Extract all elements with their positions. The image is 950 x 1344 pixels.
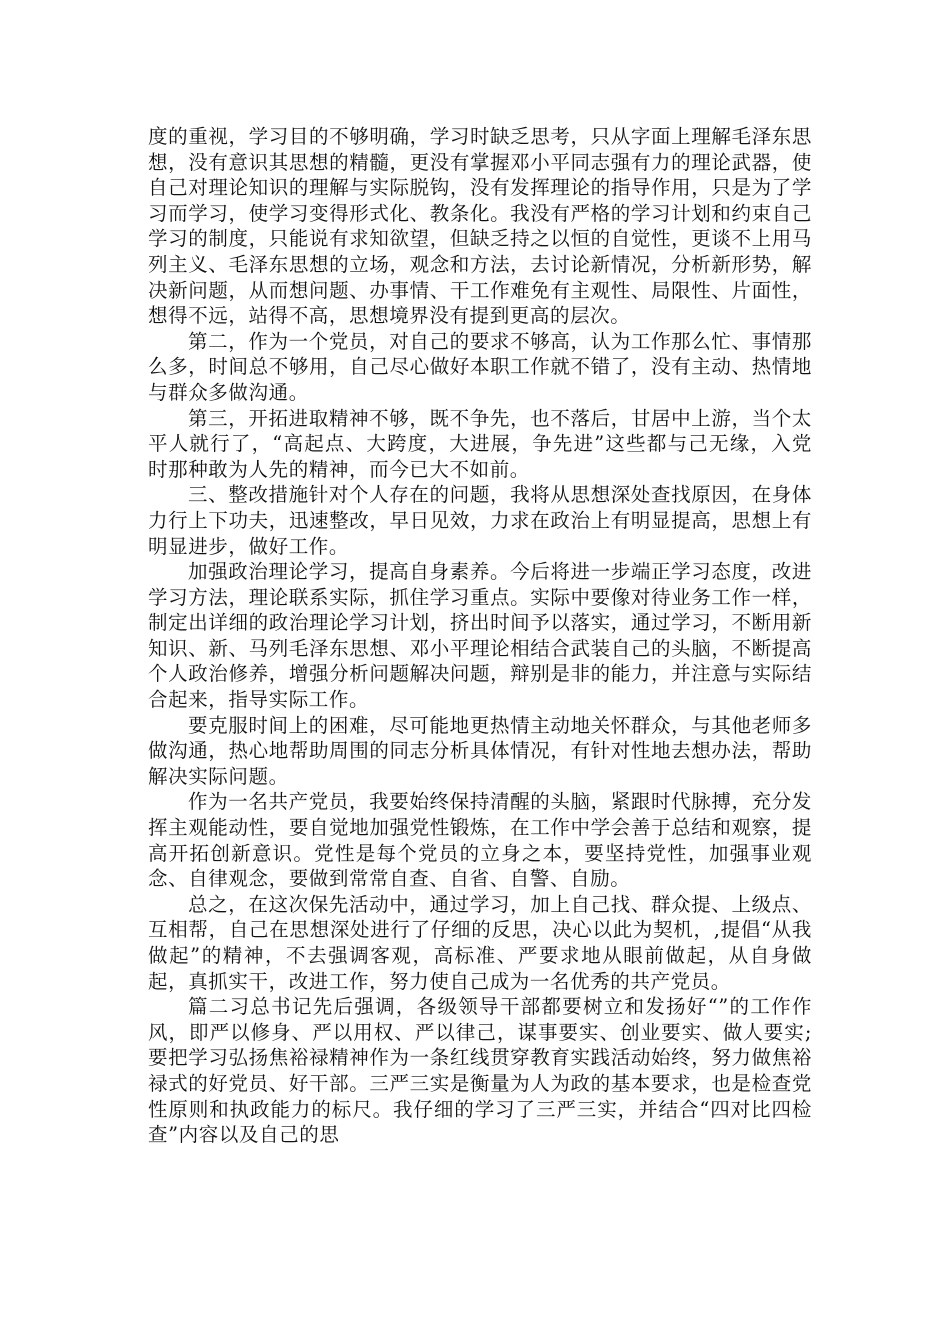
paragraph-3: 第三，开拓进取精神不够，既不争先，也不落后，甘居中上游，当个太平人就行了，“高起点、大跨度，大进展，争先进”这些都与己无缘，入党时那种敢为人先的精神，而今已大不如前。 (148, 406, 812, 481)
paragraph-8: 总之，在这次保先活动中，通过学习，加上自己找、群众提、上级点、互相帮，自己在思想深处进行了仔细的反思，决心以此为契机，,提倡“从我做起”的精神，不去强调客观，高标准、严要求地从眼前做起，从自身做起，真抓实干，改进工作，努力使自己成为一名优秀的共产党员。 (148, 892, 812, 993)
paragraph-5: 加强政治理论学习，提高自身素养。今后将进一步端正学习态度，改进学习方法，理论联系实际，抓住学习重点。实际中要像对待业务工作一样，制定出详细的政治理论学习计划，挤出时间予以落实，通过学习，不断用新知识、新、马列毛泽东思想、邓小平理论相结合武装自己的头脑，不断提高个人政治修养，增强分析问题解决问题，辩别是非的能力，并注意与实际结合起来，指导实际工作。 (148, 560, 812, 712)
paragraph-7: 作为一名共产党员，我要始终保持清醒的头脑，紧跟时代脉搏，充分发挥主观能动性，要自觉地加强党性锻炼，在工作中学会善于总结和观察，提高开拓创新意识。党性是每个党员的立身之本，要坚持党性，加强事业观念、自律观念，要做到常常自查、自省、自警、自励。 (148, 790, 812, 891)
paragraph-4: 三、整改措施针对个人存在的问题，我将从思想深处查找原因，在身体力行上下功夫，迅速整改，早日见效，力求在政治上有明显提高，思想上有明显进步，做好工作。 (148, 483, 812, 558)
document-body (148, 124, 812, 1148)
paragraph-1: 度的重视，学习目的不够明确，学习时缺乏思考，只从字面上理解毛泽东思想，没有意识其思想的精髓，更没有掌握邓小平同志强有力的理论武器，使自己对理论知识的理解与实际脱钩，没有发挥理论的指导作用，只是为了学习而学习，使学习变得形式化、教条化。我没有严格的学习计划和约束自己学习的制度，只能说有求知欲望，但缺乏持之以恒的自觉性，更谈不上用马列主义、毛泽东思想的立场，观念和方法，去讨论新情况，分析新形势，解决新问题，从而想问题、办事情、干工作难免有主观性、局限性、片面性，想得不远，站得不高，思想境界没有提到更高的层次。 (148, 125, 812, 328)
paragraph-6: 要克服时间上的困难，尽可能地更热情主动地关怀群众，与其他老师多做沟通，热心地帮助周围的同志分析具体情况，有针对性地去想办法，帮助解决实际问题。 (148, 713, 812, 788)
paragraph-2: 第二，作为一个党员，对自己的要求不够高，认为工作那么忙、事情那么多，时间总不够用，自己尽心做好本职工作就不错了，没有主动、热情地与群众多做沟通。 (148, 329, 812, 404)
paragraph-9: 篇二习总书记先后强调，各级领导干部都要树立和发扬好“”的工作作风，即严以修身、严以用权、严以律己，谋事要实、创业要实、做人要实;要把学习弘扬焦裕禄精神作为一条红线贯穿教育实践活动始终，努力做焦裕禄式的好党员、好干部。三严三实是衡量为人为政的基本要求，也是检查党性原则和执政能力的标尺。我仔细的学习了三严三实，并结合“四对比四检查”内容以及自己的思 (148, 995, 812, 1147)
